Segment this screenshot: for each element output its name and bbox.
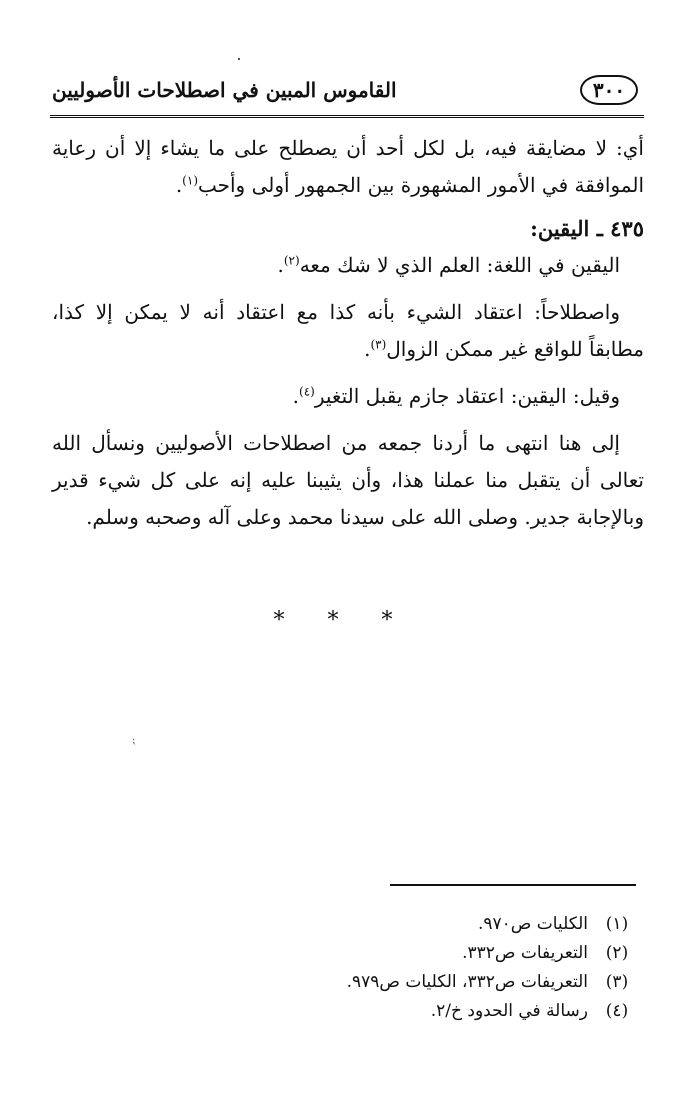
paragraph-2-end: . <box>277 253 284 277</box>
footnote-1 <box>150 910 632 939</box>
footnote-ref-4: (٤) <box>299 384 315 399</box>
scan-speck <box>238 58 240 60</box>
header-rule <box>50 115 644 118</box>
section-separator: * * * <box>273 608 411 633</box>
paragraph-1-end: . <box>175 173 183 197</box>
paragraph-2 <box>52 247 644 284</box>
footnote-ref-3: (٣) <box>370 337 387 352</box>
footnote-2 <box>150 939 632 968</box>
paragraph-1 <box>52 130 644 204</box>
footnote-ref-1: (١) <box>182 173 198 188</box>
scan-mark: ⁏ <box>132 735 136 746</box>
page-header <box>52 70 644 110</box>
footnote-rule <box>390 884 636 886</box>
paragraph-4-end: . <box>292 384 300 408</box>
footnote-text: الكليات ص٩٧٠. <box>477 914 588 934</box>
paragraph-5: إلى هنا انتهى ما أردنا جمعه من اصطلاحات الأصوليين ونسأل الله تعالى أن يتقبل منا عملنا هذا، وأن يثيبنا عليه إنه على كل شيء قدير وبالإجابة جدير. وصلى الله على سيدنا محمد وعلى آله وصحبه وسلم. <box>52 431 644 529</box>
paragraph-3-end: . <box>364 337 371 361</box>
main-text <box>52 130 644 536</box>
footnote-3 <box>150 968 632 997</box>
paragraph-4-text: وقيل: اليقين: اعتقاد جازم يقبل التغير <box>314 384 620 408</box>
entry-heading: ٤٣٥ ـ اليقين: <box>530 216 644 241</box>
footnote-number: (٢) <box>605 943 629 963</box>
paragraph-3 <box>52 294 644 368</box>
page-number: ٣٠٠ <box>580 75 638 105</box>
footnote-4 <box>150 997 632 1026</box>
paragraph-2-text: اليقين في اللغة: العلم الذي لا شك معه <box>299 253 620 277</box>
paragraph-3-text: واصطلاحاً: اعتقاد الشيء بأنه كذا مع اعتقاد أنه لا يمكن إلا كذا، مطابقاً للواقع غير ممكن الزوال <box>52 300 644 361</box>
footnote-number: (٣) <box>605 972 629 992</box>
footnote-text: التعريفات ص٣٣٢. <box>462 943 588 963</box>
paragraph-4 <box>52 378 644 415</box>
paragraph-1-text: أي: لا مضايقة فيه، بل لكل أحد أن يصطلح على ما يشاء إلا أن رعاية الموافقة في الأمور المشهورة بين الجمهور أولى وأحب <box>52 136 644 197</box>
footnote-number: (٤) <box>605 1001 629 1021</box>
running-title: القاموس المبين في اصطلاحات الأصوليين <box>52 78 397 102</box>
footnote-text: رسالة في الحدود خ/٢. <box>430 1001 588 1021</box>
footnote-number: (١) <box>605 914 629 934</box>
footnote-ref-2: (٢) <box>283 253 300 268</box>
footnote-text: التعريفات ص٣٣٢، الكليات ص٩٧٩. <box>346 972 588 992</box>
footnotes <box>150 910 632 1026</box>
